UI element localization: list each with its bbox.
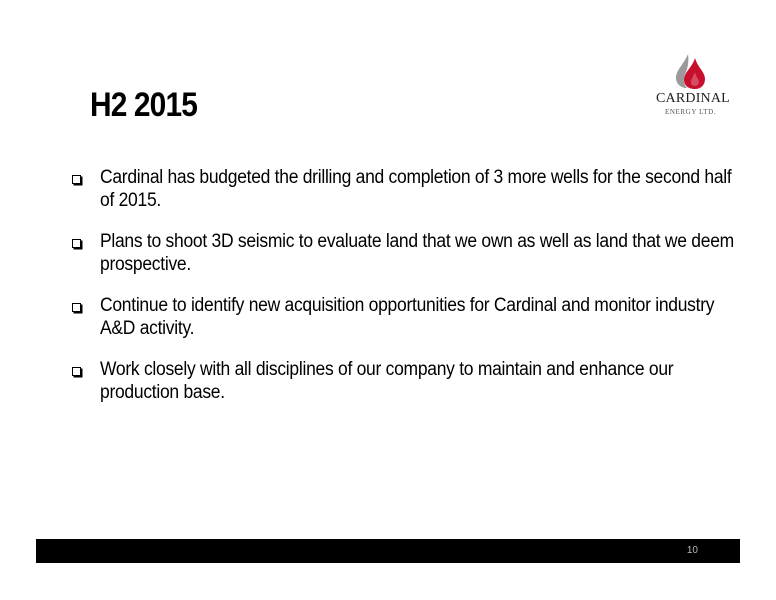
square-bullet-icon xyxy=(72,239,81,248)
page-number: 10 xyxy=(686,545,698,556)
square-bullet-icon xyxy=(72,175,81,184)
bullet-text: Work closely with all disciplines of our company to maintain and enhance our production base. xyxy=(100,359,674,403)
logo-wordmark: CARDINAL xyxy=(656,91,730,106)
bullet-item xyxy=(66,166,732,212)
square-bullet-icon xyxy=(72,303,81,312)
bullet-item xyxy=(66,294,716,340)
footer-bar xyxy=(36,539,740,563)
square-bullet-icon xyxy=(72,367,81,376)
bullet-text: Continue to identify new acquisition opportunities for Cardinal and monitor industry A&D activity. xyxy=(100,295,715,339)
bullet-item xyxy=(66,230,734,276)
bullet-item xyxy=(66,358,716,404)
logo-subtitle: ENERGY LTD. xyxy=(665,108,717,116)
slide-title: H2 2015 xyxy=(90,86,197,124)
bullet-text: Cardinal has budgeted the drilling and completion of 3 more wells for the second half of 2015. xyxy=(100,167,732,211)
bullet-text: Plans to shoot 3D seismic to evaluate land that we own as well as land that we deem prospective. xyxy=(100,231,734,275)
bullet-list xyxy=(66,166,734,422)
